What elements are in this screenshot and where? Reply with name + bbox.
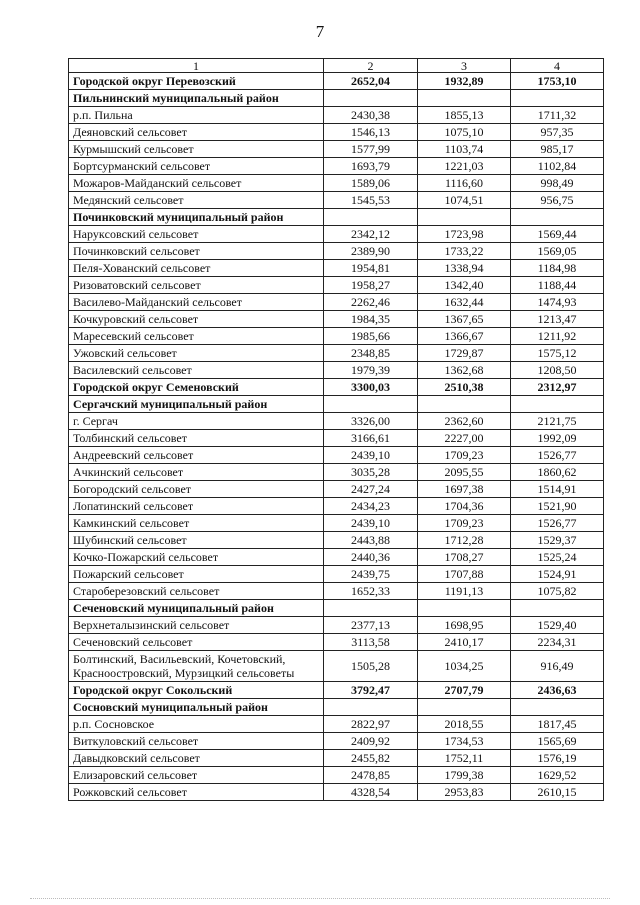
value-cell-col3: 1932,89 — [418, 73, 511, 90]
value-cell-col3: 1366,67 — [418, 328, 511, 345]
section-row — [69, 396, 604, 413]
name-cell: Шубинский сельсовет — [69, 532, 324, 549]
table-row — [69, 362, 604, 379]
name-cell: р.п. Сосновское — [69, 716, 324, 733]
value-cell-col3: 1367,65 — [418, 311, 511, 328]
name-cell: Верхнеталызинский сельсовет — [69, 617, 324, 634]
value-cell-col4: 1102,84 — [511, 158, 604, 175]
table-row — [69, 107, 604, 124]
value-cell-col4: 1184,98 — [511, 260, 604, 277]
name-cell: Староберезовский сельсовет — [69, 583, 324, 600]
value-cell-col3: 2018,55 — [418, 716, 511, 733]
value-cell-col3: 1734,53 — [418, 733, 511, 750]
value-cell-col3: 1103,74 — [418, 141, 511, 158]
table-row — [69, 243, 604, 260]
value-cell-col2: 3113,58 — [324, 634, 418, 651]
value-cell-col4: 2312,97 — [511, 379, 604, 396]
scan-edge-line — [30, 898, 610, 901]
value-cell-col2: 1652,33 — [324, 583, 418, 600]
value-cell-col2: 1505,28 — [324, 651, 418, 682]
value-cell-col4 — [511, 90, 604, 107]
value-cell-col2 — [324, 600, 418, 617]
value-cell-col3 — [418, 209, 511, 226]
value-cell-col4: 1526,77 — [511, 447, 604, 464]
table-row — [69, 311, 604, 328]
value-cell-col2: 2478,85 — [324, 767, 418, 784]
value-cell-col2 — [324, 396, 418, 413]
value-cell-col4: 1629,52 — [511, 767, 604, 784]
name-cell: Елизаровский сельсовет — [69, 767, 324, 784]
value-cell-col2: 3035,28 — [324, 464, 418, 481]
value-cell-col4: 1211,92 — [511, 328, 604, 345]
name-cell: Кочкуровский сельсовет — [69, 311, 324, 328]
value-cell-col4: 1565,69 — [511, 733, 604, 750]
table-row — [69, 345, 604, 362]
value-cell-col4: 998,49 — [511, 175, 604, 192]
value-cell-col3: 1855,13 — [418, 107, 511, 124]
value-cell-col4: 1208,50 — [511, 362, 604, 379]
value-cell-col3: 1709,23 — [418, 515, 511, 532]
value-cell-col4: 1474,93 — [511, 294, 604, 311]
value-cell-col4: 1526,77 — [511, 515, 604, 532]
value-cell-col4: 1576,19 — [511, 750, 604, 767]
name-cell: Бортсурманский сельсовет — [69, 158, 324, 175]
value-cell-col4: 956,75 — [511, 192, 604, 209]
value-cell-col2: 2389,90 — [324, 243, 418, 260]
name-cell: Богородский сельсовет — [69, 481, 324, 498]
name-cell: Сеченовский муниципальный район — [69, 600, 324, 617]
name-cell: Городской округ Семеновский — [69, 379, 324, 396]
name-cell: Медянский сельсовет — [69, 192, 324, 209]
name-cell: Василевский сельсовет — [69, 362, 324, 379]
header-cell-3: 3 — [418, 59, 511, 73]
value-cell-col3: 2362,60 — [418, 413, 511, 430]
table-row — [69, 294, 604, 311]
name-cell: р.п. Пильна — [69, 107, 324, 124]
name-cell: Виткуловский сельсовет — [69, 733, 324, 750]
value-cell-col2: 2342,12 — [324, 226, 418, 243]
value-cell-col2: 2434,23 — [324, 498, 418, 515]
value-cell-col2: 2439,75 — [324, 566, 418, 583]
value-cell-col4: 1711,32 — [511, 107, 604, 124]
header-row — [69, 59, 604, 73]
value-cell-col2: 2409,92 — [324, 733, 418, 750]
name-cell: Ризоватовский сельсовет — [69, 277, 324, 294]
table-row — [69, 447, 604, 464]
name-cell: Болтинский, Васильевский, Кочетовский, Красноостровский, Мурзицкий сельсоветы — [69, 651, 324, 682]
value-cell-col4: 1992,09 — [511, 430, 604, 447]
value-cell-col2: 1577,99 — [324, 141, 418, 158]
value-cell-col3: 1116,60 — [418, 175, 511, 192]
table-row — [69, 651, 604, 682]
header-cell-1: 1 — [69, 59, 324, 73]
table-row — [69, 716, 604, 733]
value-cell-col3: 2095,55 — [418, 464, 511, 481]
tariff-table — [68, 58, 604, 801]
value-cell-col3: 1075,10 — [418, 124, 511, 141]
table-row — [69, 733, 604, 750]
value-cell-col4: 1753,10 — [511, 73, 604, 90]
value-cell-col3: 1074,51 — [418, 192, 511, 209]
name-cell: Василево-Майданский сельсовет — [69, 294, 324, 311]
value-cell-col2: 4328,54 — [324, 784, 418, 801]
section-row — [69, 600, 604, 617]
name-cell: Курмышский сельсовет — [69, 141, 324, 158]
table-row — [69, 277, 604, 294]
value-cell-col2: 2652,04 — [324, 73, 418, 90]
value-cell-col2: 2440,36 — [324, 549, 418, 566]
section-row — [69, 379, 604, 396]
value-cell-col4: 1529,37 — [511, 532, 604, 549]
value-cell-col4 — [511, 699, 604, 716]
table-row — [69, 192, 604, 209]
value-cell-col3: 1733,22 — [418, 243, 511, 260]
value-cell-col2: 1954,81 — [324, 260, 418, 277]
value-cell-col4: 1524,91 — [511, 566, 604, 583]
name-cell: Можаров-Майданский сельсовет — [69, 175, 324, 192]
value-cell-col2: 2430,38 — [324, 107, 418, 124]
page-number: 7 — [315, 22, 325, 41]
name-cell: Давыдковский сельсовет — [69, 750, 324, 767]
header-cell-4: 4 — [511, 59, 604, 73]
value-cell-col3: 1191,13 — [418, 583, 511, 600]
value-cell-col4: 2610,15 — [511, 784, 604, 801]
value-cell-col2: 2348,85 — [324, 345, 418, 362]
value-cell-col2: 1546,13 — [324, 124, 418, 141]
value-cell-col2: 3326,00 — [324, 413, 418, 430]
value-cell-col2: 1979,39 — [324, 362, 418, 379]
section-row — [69, 209, 604, 226]
value-cell-col3: 1799,38 — [418, 767, 511, 784]
value-cell-col3 — [418, 600, 511, 617]
value-cell-col4: 1213,47 — [511, 311, 604, 328]
value-cell-col3: 1342,40 — [418, 277, 511, 294]
value-cell-col4: 1514,91 — [511, 481, 604, 498]
value-cell-col3: 1362,68 — [418, 362, 511, 379]
value-cell-col4: 1569,44 — [511, 226, 604, 243]
table-row — [69, 784, 604, 801]
section-row — [69, 682, 604, 699]
value-cell-col3: 1704,36 — [418, 498, 511, 515]
name-cell: Сеченовский сельсовет — [69, 634, 324, 651]
name-cell: Починковский муниципальный район — [69, 209, 324, 226]
name-cell: Андреевский сельсовет — [69, 447, 324, 464]
value-cell-col3: 1712,28 — [418, 532, 511, 549]
value-cell-col3: 2707,79 — [418, 682, 511, 699]
table-row — [69, 430, 604, 447]
value-cell-col4: 1817,45 — [511, 716, 604, 733]
value-cell-col2: 1545,53 — [324, 192, 418, 209]
value-cell-col3: 1707,88 — [418, 566, 511, 583]
value-cell-col2: 3300,03 — [324, 379, 418, 396]
name-cell: Починковский сельсовет — [69, 243, 324, 260]
name-cell: Городской округ Перевозский — [69, 73, 324, 90]
value-cell-col2: 2822,97 — [324, 716, 418, 733]
name-cell: Камкинский сельсовет — [69, 515, 324, 532]
name-cell: Городской округ Сокольский — [69, 682, 324, 699]
value-cell-col4 — [511, 600, 604, 617]
table-row — [69, 498, 604, 515]
value-cell-col2: 2443,88 — [324, 532, 418, 549]
name-cell: Деяновский сельсовет — [69, 124, 324, 141]
value-cell-col2: 2439,10 — [324, 447, 418, 464]
value-cell-col3: 2510,38 — [418, 379, 511, 396]
value-cell-col2: 1589,06 — [324, 175, 418, 192]
value-cell-col2: 2439,10 — [324, 515, 418, 532]
table-row — [69, 226, 604, 243]
value-cell-col4: 1860,62 — [511, 464, 604, 481]
value-cell-col3: 1708,27 — [418, 549, 511, 566]
table-row — [69, 328, 604, 345]
name-cell: Маресевский сельсовет — [69, 328, 324, 345]
value-cell-col3: 2953,83 — [418, 784, 511, 801]
value-cell-col2 — [324, 699, 418, 716]
value-cell-col4: 1521,90 — [511, 498, 604, 515]
value-cell-col4: 1529,40 — [511, 617, 604, 634]
name-cell: Сосновский муниципальный район — [69, 699, 324, 716]
name-cell: Толбинский сельсовет — [69, 430, 324, 447]
value-cell-col3: 1729,87 — [418, 345, 511, 362]
value-cell-col2: 2262,46 — [324, 294, 418, 311]
name-cell: Рожковский сельсовет — [69, 784, 324, 801]
value-cell-col2: 2377,13 — [324, 617, 418, 634]
value-cell-col4: 1575,12 — [511, 345, 604, 362]
value-cell-col4: 916,49 — [511, 651, 604, 682]
value-cell-col3: 1034,25 — [418, 651, 511, 682]
value-cell-col2: 3166,61 — [324, 430, 418, 447]
value-cell-col2: 3792,47 — [324, 682, 418, 699]
table-row — [69, 158, 604, 175]
value-cell-col3: 1697,38 — [418, 481, 511, 498]
name-cell: г. Сергач — [69, 413, 324, 430]
table-row — [69, 464, 604, 481]
value-cell-col2: 1693,79 — [324, 158, 418, 175]
value-cell-col3: 1752,11 — [418, 750, 511, 767]
value-cell-col3: 2227,00 — [418, 430, 511, 447]
value-cell-col3: 1338,94 — [418, 260, 511, 277]
value-cell-col2: 2427,24 — [324, 481, 418, 498]
value-cell-col3 — [418, 699, 511, 716]
value-cell-col4: 1188,44 — [511, 277, 604, 294]
value-cell-col2: 1985,66 — [324, 328, 418, 345]
table-row — [69, 260, 604, 277]
name-cell: Пеля-Хованский сельсовет — [69, 260, 324, 277]
value-cell-col3: 1632,44 — [418, 294, 511, 311]
table-row — [69, 634, 604, 651]
value-cell-col3 — [418, 396, 511, 413]
section-row — [69, 73, 604, 90]
value-cell-col2: 1984,35 — [324, 311, 418, 328]
table-row — [69, 515, 604, 532]
value-cell-col3 — [418, 90, 511, 107]
table-row — [69, 141, 604, 158]
value-cell-col2 — [324, 209, 418, 226]
value-cell-col3: 1723,98 — [418, 226, 511, 243]
name-cell: Ачкинский сельсовет — [69, 464, 324, 481]
value-cell-col3: 2410,17 — [418, 634, 511, 651]
section-row — [69, 699, 604, 716]
value-cell-col2 — [324, 90, 418, 107]
table-row — [69, 549, 604, 566]
value-cell-col3: 1698,95 — [418, 617, 511, 634]
value-cell-col4: 985,17 — [511, 141, 604, 158]
name-cell: Пожарский сельсовет — [69, 566, 324, 583]
value-cell-col4: 1075,82 — [511, 583, 604, 600]
table-row — [69, 175, 604, 192]
name-cell: Сергачский муниципальный район — [69, 396, 324, 413]
name-cell: Кочко-Пожарский сельсовет — [69, 549, 324, 566]
table-row — [69, 481, 604, 498]
name-cell: Нарукcовский сельсовет — [69, 226, 324, 243]
table-row — [69, 532, 604, 549]
value-cell-col2: 1958,27 — [324, 277, 418, 294]
value-cell-col4: 957,35 — [511, 124, 604, 141]
section-row — [69, 90, 604, 107]
table-row — [69, 413, 604, 430]
value-cell-col4: 2436,63 — [511, 682, 604, 699]
value-cell-col4: 1525,24 — [511, 549, 604, 566]
value-cell-col4: 2121,75 — [511, 413, 604, 430]
table-row — [69, 617, 604, 634]
table-row — [69, 566, 604, 583]
value-cell-col4: 2234,31 — [511, 634, 604, 651]
table-row — [69, 767, 604, 784]
value-cell-col3: 1709,23 — [418, 447, 511, 464]
value-cell-col4: 1569,05 — [511, 243, 604, 260]
header-cell-2: 2 — [324, 59, 418, 73]
name-cell: Ужовский сельсовет — [69, 345, 324, 362]
name-cell: Лопатинский сельсовет — [69, 498, 324, 515]
value-cell-col4 — [511, 209, 604, 226]
value-cell-col3: 1221,03 — [418, 158, 511, 175]
table-row — [69, 750, 604, 767]
table-row — [69, 124, 604, 141]
value-cell-col2: 2455,82 — [324, 750, 418, 767]
table-row — [69, 583, 604, 600]
name-cell: Пильнинский муниципальный район — [69, 90, 324, 107]
value-cell-col4 — [511, 396, 604, 413]
